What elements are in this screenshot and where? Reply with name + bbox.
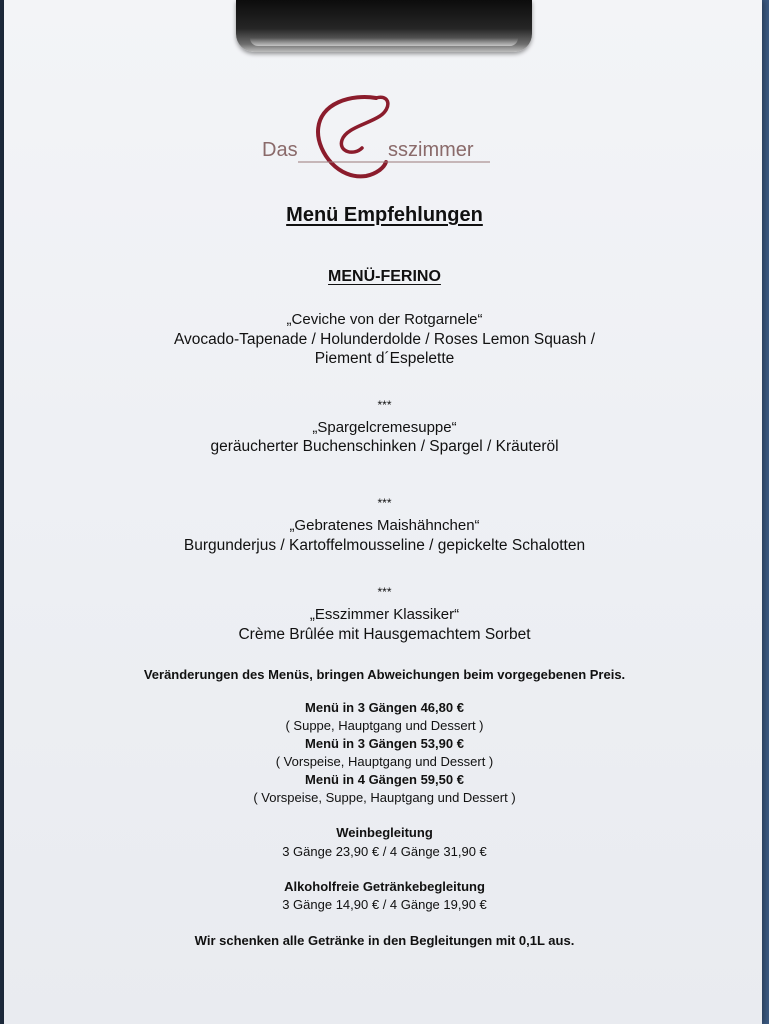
course-2-desc: geräucherter Buchenschinken / Spargel / Kräuteröl — [210, 438, 559, 455]
course-1-title: „Ceviche von der Rotgarnele“ — [286, 311, 483, 328]
course-1-desc-line-2: Piement d´Espelette — [314, 350, 455, 367]
course-3-desc: Burgunderjus / Kartoffelmousseline / gepickelte Schalotten — [183, 537, 586, 554]
logo-prefix: Das — [262, 139, 298, 161]
price-label: Menü in 3 Gängen 46,80 € — [305, 700, 464, 715]
page-title: Menü Empfehlungen — [286, 204, 483, 226]
course-separator: *** — [377, 496, 392, 510]
course-separator: *** — [377, 585, 392, 599]
price-detail: ( Vorspeise, Suppe, Hauptgang und Dessert ) — [253, 790, 516, 805]
price-detail: ( Suppe, Hauptgang und Dessert ) — [285, 718, 484, 733]
course-3-title: „Gebratenes Maishähnchen“ — [289, 517, 480, 534]
logo-suffix: sszimmer — [388, 139, 474, 161]
course-separator: *** — [377, 398, 392, 412]
footer-note: Wir schenken alle Getränke in den Begleitungen mit 0,1L aus. — [194, 933, 575, 948]
restaurant-logo — [258, 88, 494, 188]
clipboard-clip — [236, 0, 532, 52]
course-4-title: „Esszimmer Klassiker“ — [309, 606, 460, 623]
menu-name: MENÜ-FERINO — [328, 268, 441, 285]
wine-pairing-title: Weinbegleitung — [336, 825, 433, 840]
course-2-title: „Spargelcremesuppe“ — [312, 419, 457, 436]
non-alcoholic-pairing-title: Alkoholfreie Getränkebegleitung — [284, 879, 485, 894]
price-label: Menü in 4 Gängen 59,50 € — [305, 772, 464, 787]
non-alcoholic-pairing-prices: 3 Gänge 14,90 € / 4 Gänge 19,90 € — [282, 897, 487, 912]
course-1-desc-line-1: Avocado-Tapenade / Holunderdolde / Roses Lemon Squash / — [173, 331, 596, 348]
price-detail: ( Vorspeise, Hauptgang und Dessert ) — [275, 754, 494, 769]
price-change-note: Veränderungen des Menüs, bringen Abweichungen beim vorgegebenen Preis. — [143, 667, 626, 682]
course-4-desc: Crème Brûlée mit Hausgemachtem Sorbet — [238, 626, 531, 643]
wine-pairing-prices: 3 Gänge 23,90 € / 4 Gänge 31,90 € — [282, 844, 487, 859]
price-label: Menü in 3 Gängen 53,90 € — [305, 736, 464, 751]
